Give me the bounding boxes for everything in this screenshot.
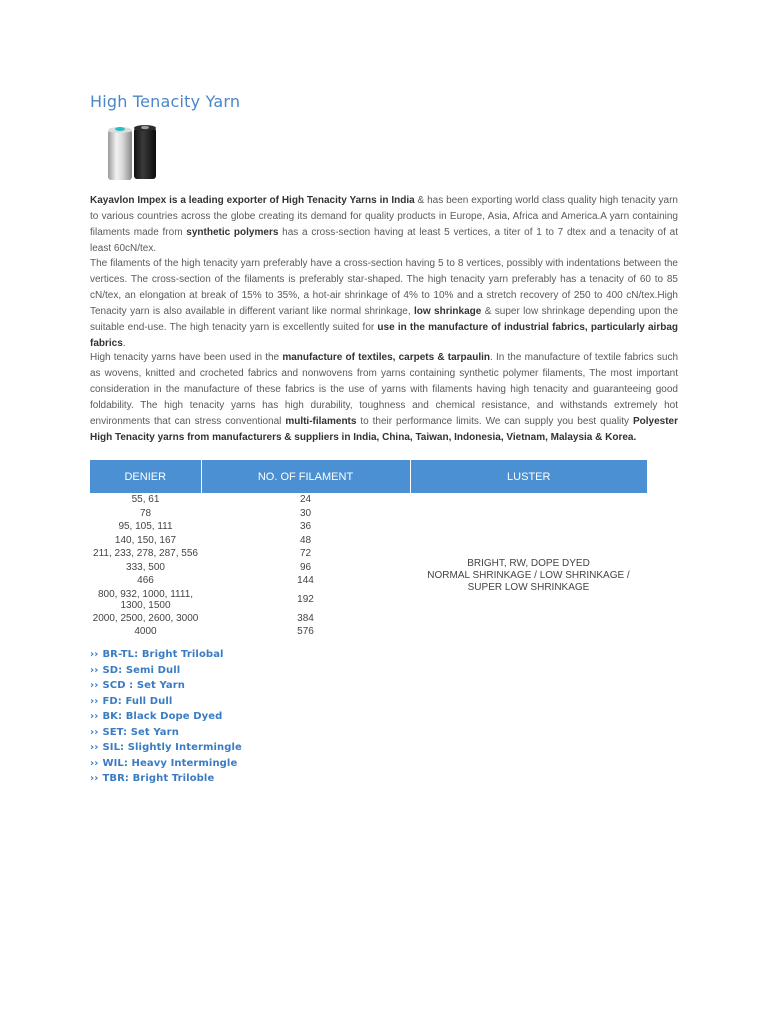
supply-statement: Polyester High Tenacity yarns from manufacturers & suppliers in India, China, Taiwan, Indonesia, Vietnam, Malaysia & Korea. [90, 416, 679, 443]
luster-cell [410, 493, 647, 639]
intro-text: & has been exporting world class quality high tenacity yarn to various countries across the globe creating its demand for quality products in Europe, Asia, Africa and America.A yarn containing filaments made from [90, 195, 678, 238]
filament-text-mid: & super low shrinkage depending upon the suitable end-use. The high tenacity yarn is excellently suited for [90, 306, 678, 333]
applications-text: High tenacity yarns have been used in the [90, 352, 283, 363]
list-item [90, 771, 242, 787]
filament-cell: 96 [299, 561, 312, 573]
legend-text: FD: Full Dull [102, 695, 173, 707]
list-item [90, 663, 242, 679]
table-header-row [90, 460, 647, 493]
synthetic-polymers-term: synthetic polymers [186, 227, 279, 238]
list-item [90, 709, 242, 725]
legend-text: SCD : Set Yarn [102, 680, 186, 691]
denier-cell: 4000 [134, 626, 157, 638]
intro-lead: Kayavlon Impex is a leading exporter of High Tenacity Yarns in India [90, 195, 415, 206]
filament-cell: 36 [299, 521, 312, 533]
legend-text: SET: Set Yarn [102, 726, 179, 738]
list-item [90, 725, 242, 741]
filament-paragraph [90, 256, 678, 352]
denier-cell: 2000, 2500, 2600, 3000 [92, 612, 199, 624]
list-item [90, 678, 242, 694]
double-chevron-right-icon: ›› [90, 680, 99, 691]
header-filament: NO. OF FILAMENT [201, 460, 410, 493]
double-chevron-right-icon: ›› [90, 664, 99, 676]
filament-cell: 48 [299, 534, 312, 546]
list-item [90, 740, 242, 756]
page-title: High Tenacity Yarn [90, 92, 241, 111]
double-chevron-right-icon: ›› [90, 695, 99, 707]
filament-text: The filaments of the high tenacity yarn preferably have a cross-section having 5 to 8 vertices, possibly with indentations between the vertices. The cross-section of the filaments is preferably star-shaped. The high tenacity yarn preferably has a tenacity of 60 to 85 cN/tex, an elongation at break of 15% to 35%, a hot-air shrinkage of 4% to 10% and a stretch recovery of 250 to 400 cN/tex.High Tenacity yarn is also available in different variant like normal shrinkage, [90, 258, 678, 317]
applications-text-mid2: to their performance limits. We can supply you best quality [356, 416, 633, 427]
filament-cell: 144 [297, 575, 314, 587]
manufacture-term: manufacture of textiles, carpets & tarpaulin [282, 352, 491, 363]
double-chevron-right-icon: ›› [90, 742, 99, 753]
double-chevron-right-icon: ›› [90, 773, 99, 784]
filament-cell: 576 [297, 626, 314, 638]
luster-line: NORMAL SHRINKAGE / LOW SHRINKAGE / [427, 569, 630, 581]
legend-text: BK: Black Dope Dyed [102, 711, 223, 722]
denier-cell: 466 [137, 575, 154, 587]
header-denier: DENIER [90, 460, 201, 493]
double-chevron-right-icon: ›› [90, 711, 99, 722]
filament-cell: 30 [299, 507, 312, 519]
filament-cell: 384 [297, 612, 314, 624]
denier-cell: 95, 105, 111 [118, 521, 173, 533]
luster-line: BRIGHT, RW, DOPE DYED [467, 557, 590, 569]
list-item [90, 647, 242, 663]
luster-line: SUPER LOW SHRINKAGE [467, 581, 590, 593]
applications-text-mid: . In the manufacture of textile fabrics such as wovens, knitted and crocheted fabrics and nonwovens from yarns containing synthetic polymer filaments, The most important consideration in the manufacture of these fabrics is the use of yarns with filaments having high tenacity and guaranteeing good foldability. The high tenacity yarns has high durability, toughness and chemical resistance, and withstands extremely hot environments that can stress conventional [90, 352, 679, 427]
yarn-cones-image [100, 124, 164, 182]
denier-cell: 800, 932, 1000, 1111, 1300, 1500 [97, 588, 194, 611]
legend-text: SIL: Slightly Intermingle [102, 742, 242, 753]
applications-paragraph [90, 350, 678, 446]
legend-text: SD: Semi Dull [102, 664, 181, 676]
abbreviation-legend [90, 647, 242, 787]
intro-text-end: has a cross-section having at least 5 vertices, a titer of 1 to 7 dtex and a tenacity of at least 60cN/tex. [90, 227, 678, 254]
legend-text: TBR: Bright Triloble [102, 773, 215, 784]
multi-filaments-term: multi-filaments [285, 416, 357, 427]
low-shrinkage-term: low shrinkage [414, 306, 482, 317]
double-chevron-right-icon: ›› [90, 726, 99, 738]
denier-cell: 333, 500 [126, 561, 165, 573]
filament-cell: 24 [299, 494, 312, 506]
filament-cell: 72 [299, 548, 312, 560]
denier-cell: 55, 61 [131, 494, 160, 506]
denier-cell: 78 [139, 507, 152, 519]
list-item [90, 694, 242, 710]
double-chevron-right-icon: ›› [90, 649, 99, 660]
intro-paragraph [90, 193, 678, 257]
legend-text: WIL: Heavy Intermingle [102, 757, 238, 769]
industrial-use-term: use in the manufacture of industrial fabrics, particularly airbag fabrics [90, 322, 679, 349]
filament-cell: 192 [297, 594, 314, 605]
legend-text: BR-TL: Bright Trilobal [102, 649, 224, 660]
denier-cell: 140, 150, 167 [114, 534, 177, 546]
double-chevron-right-icon: ›› [90, 757, 99, 769]
header-luster: LUSTER [410, 460, 647, 493]
list-item [90, 756, 242, 772]
spec-table [90, 460, 647, 639]
table-row [90, 493, 647, 507]
filament-text-end: . [122, 338, 126, 349]
denier-cell: 211, 233, 278, 287, 556 [93, 548, 198, 560]
